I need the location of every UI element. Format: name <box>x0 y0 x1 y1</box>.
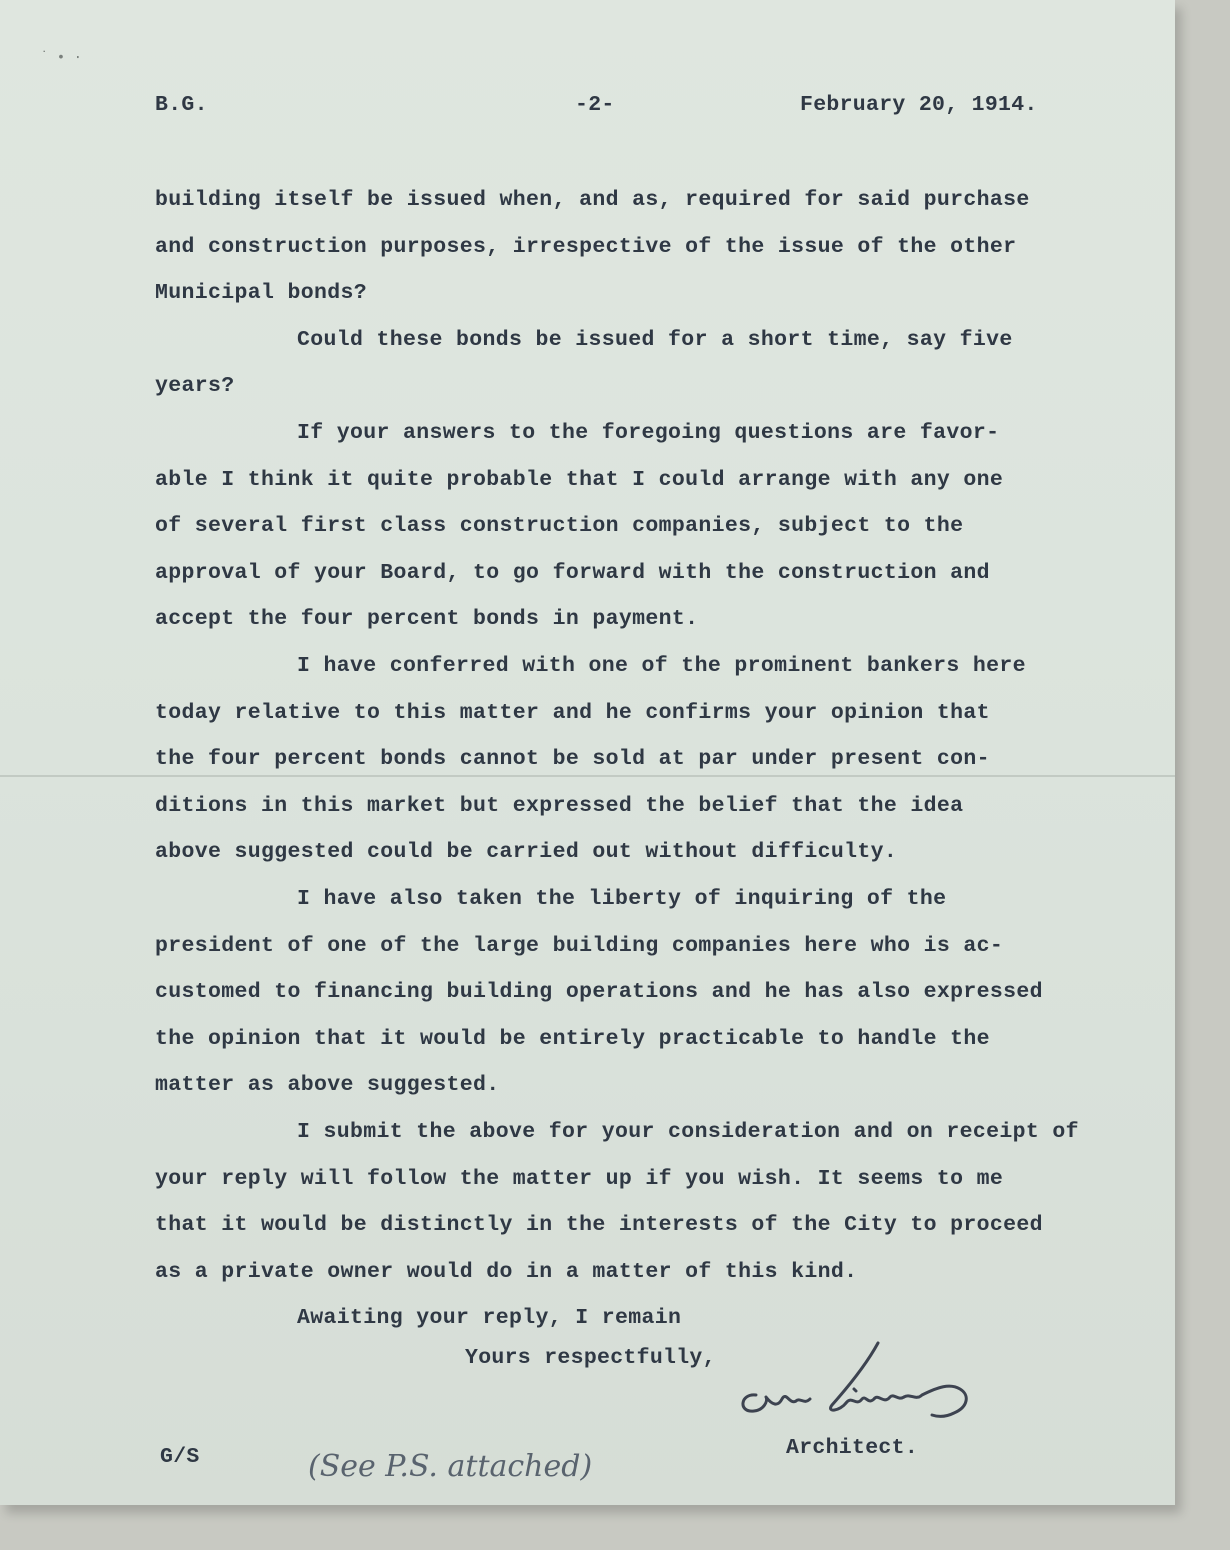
typist-reference: G/S <box>160 1445 200 1469</box>
letter-line: If your answers to the foregoing questions are favor- <box>297 421 1000 445</box>
paper-fold <box>0 775 1175 777</box>
letter-line: Municipal bonds? <box>155 281 368 305</box>
letter-line: accept the four percent bonds in payment. <box>155 607 699 631</box>
letter-line: as a private owner would do in a matter of this kind. <box>155 1260 858 1284</box>
letter-line: of several first class construction companies, subject to the <box>155 514 964 538</box>
letter-line: years? <box>155 374 235 398</box>
letter-line: matter as above suggested. <box>155 1073 500 1097</box>
letter-line: I submit the above for your consideration and on receipt of <box>297 1120 1079 1144</box>
letter-line: above suggested could be carried out without difficulty. <box>155 840 898 864</box>
signer-title: Architect. <box>786 1436 919 1460</box>
letter-line: the opinion that it would be entirely practicable to handle the <box>155 1027 990 1051</box>
letter-line: your reply will follow the matter up if you wish. It seems to me <box>155 1167 1004 1191</box>
header-date: February 20, 1914. <box>800 93 1038 117</box>
letter-line: customed to financing building operations and he has also expressed <box>155 980 1043 1004</box>
letter-line: Awaiting your reply, I remain <box>297 1306 682 1330</box>
letter-line: president of one of the large building companies here who is ac- <box>155 934 1004 958</box>
signature-image <box>728 1335 1028 1425</box>
handwritten-note: (See P.S. attached) <box>308 1449 593 1484</box>
letter-line: I have conferred with one of the prominent bankers here <box>297 654 1026 678</box>
letter-line: and construction purposes, irrespective of the issue of the other <box>155 235 1017 259</box>
letter-line: the four percent bonds cannot be sold at par under present con- <box>155 747 990 771</box>
header-initials: B.G. <box>155 93 208 117</box>
letter-line: approval of your Board, to go forward with the construction and <box>155 561 990 585</box>
letter-line: I have also taken the liberty of inquiring of the <box>297 887 947 911</box>
letter-line: that it would be distinctly in the interests of the City to proceed <box>155 1213 1043 1237</box>
header-page-number: -2- <box>575 93 615 117</box>
letter-line: building itself be issued when, and as, required for said purchase <box>155 188 1030 212</box>
letter-line: today relative to this matter and he confirms your opinion that <box>155 701 990 725</box>
letter-line: ditions in this market but expressed the belief that the idea <box>155 794 964 818</box>
paper-specks: ˙ • ∙ <box>40 50 83 66</box>
closing-salutation: Yours respectfully, <box>465 1346 716 1370</box>
letter-line: Could these bonds be issued for a short time, say five <box>297 328 1013 352</box>
letter-line: able I think it quite probable that I could arrange with any one <box>155 468 1004 492</box>
